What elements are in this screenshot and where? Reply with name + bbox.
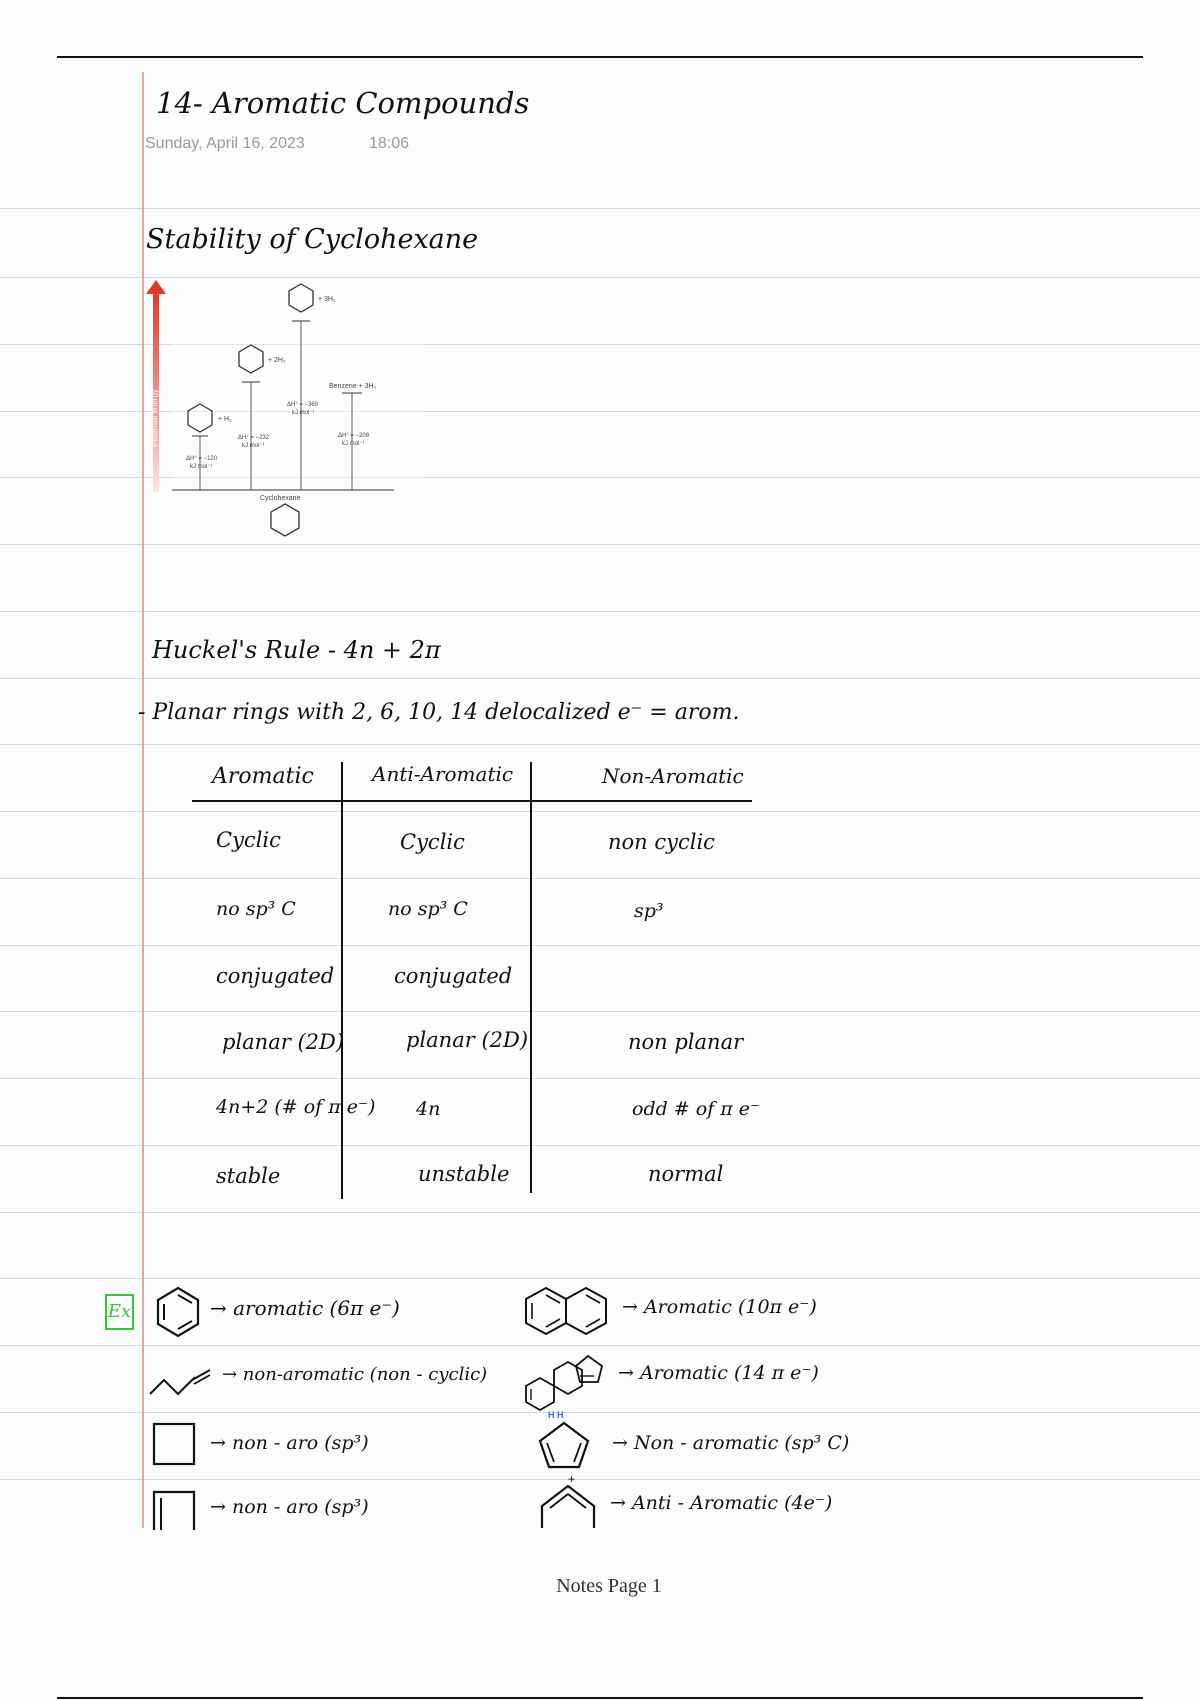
level-1-unit: kJ mol⁻¹ bbox=[190, 464, 213, 470]
ruled-line bbox=[0, 1212, 1200, 1213]
table-cell: sp³ bbox=[634, 900, 664, 922]
ruled-line bbox=[0, 945, 1200, 946]
cyclopentadiene-h-mark: H H bbox=[548, 1410, 564, 1420]
note-time: 18:06 bbox=[369, 135, 410, 152]
naphthalene-structure bbox=[524, 1284, 610, 1340]
page-footer: Notes Page 1 bbox=[556, 1575, 662, 1597]
table-header-aromatic: Aromatic bbox=[212, 764, 314, 789]
ruled-line bbox=[0, 1145, 1200, 1146]
stability-heading: Stability of Cyclohexane bbox=[146, 224, 479, 255]
ruled-line bbox=[0, 878, 1200, 879]
ruled-line bbox=[0, 744, 1200, 745]
ruled-line bbox=[0, 1278, 1200, 1279]
table-cell: unstable bbox=[418, 1162, 510, 1186]
huckel-heading: Huckel's Rule - 4n + 2π bbox=[152, 636, 441, 664]
table-cell: stable bbox=[216, 1164, 281, 1188]
ruled-line bbox=[0, 1345, 1200, 1346]
product-label: Cyclohexane bbox=[260, 495, 301, 502]
table-cell: Cyclic bbox=[400, 830, 465, 854]
bottom-rule bbox=[57, 1697, 1143, 1699]
table-divider-2 bbox=[530, 762, 532, 1193]
cyclopentadiene-structure bbox=[536, 1420, 592, 1470]
level-1-dh: ΔH° = −120 bbox=[186, 456, 218, 462]
ruled-line bbox=[0, 208, 1200, 209]
level-1-reactant: + H₂ bbox=[218, 416, 232, 423]
table-header-rule bbox=[192, 800, 752, 802]
ruled-line bbox=[0, 1479, 1200, 1480]
table-cell: no sp³ C bbox=[388, 898, 468, 920]
page-title: 14- Aromatic Compounds bbox=[156, 86, 530, 120]
huckel-note: - Planar rings with 2, 6, 10, 14 delocalized e⁻ = arom. bbox=[138, 700, 740, 725]
ruled-line bbox=[0, 1011, 1200, 1012]
ruled-line bbox=[0, 678, 1200, 679]
example-cation-text: → Anti - Aromatic (4e⁻) bbox=[610, 1492, 833, 1514]
table-cell: normal bbox=[648, 1162, 724, 1186]
example-polycyclic-text: → Aromatic (14 π e⁻) bbox=[618, 1362, 819, 1384]
level-4-dh: ΔH° = −208 bbox=[338, 433, 370, 439]
ruled-line bbox=[0, 544, 1200, 545]
ruled-line bbox=[0, 811, 1200, 812]
hexatriene-structure bbox=[148, 1368, 214, 1398]
table-cell: non planar bbox=[628, 1030, 744, 1054]
cyclopentadienyl-cation-structure bbox=[538, 1484, 598, 1528]
benzene-structure bbox=[154, 1286, 202, 1338]
table-header-non-aromatic: Non-Aromatic bbox=[602, 764, 744, 788]
table-cell: no sp³ C bbox=[216, 898, 296, 920]
energy-arrow-head bbox=[146, 280, 166, 294]
table-cell: odd # of π e⁻ bbox=[632, 1098, 761, 1120]
level-3-dh: ΔH° = −360 bbox=[287, 402, 319, 408]
example-badge: Ex bbox=[105, 1294, 134, 1330]
level-3-reactant: + 3H₂ bbox=[318, 296, 336, 303]
level-3-unit: kJ mol⁻¹ bbox=[292, 410, 315, 416]
example-benzene-text: → aromatic (6π e⁻) bbox=[210, 1296, 400, 1320]
example-cyclobutene-text: → non - aro (sp³) bbox=[210, 1496, 369, 1518]
table-cell: planar (2D) bbox=[406, 1028, 529, 1052]
example-hexatriene-text: → non-aromatic (non - cyclic) bbox=[222, 1364, 488, 1385]
polycyclic-structure bbox=[522, 1354, 606, 1414]
top-rule bbox=[57, 56, 1143, 58]
table-cell: 4n bbox=[416, 1098, 441, 1120]
level-2-dh: ΔH° = −232 bbox=[238, 435, 270, 441]
table-header-anti-aromatic: Anti-Aromatic bbox=[372, 762, 514, 786]
table-cell: 4n+2 (# of π e⁻) bbox=[216, 1096, 376, 1118]
table-cell: planar (2D) bbox=[222, 1030, 345, 1054]
energy-diagram bbox=[146, 278, 396, 540]
table-divider-1 bbox=[341, 762, 343, 1199]
table-cell: Cyclic bbox=[216, 828, 281, 852]
cyclobutene-structure bbox=[152, 1490, 196, 1530]
table-cell: conjugated bbox=[216, 964, 335, 988]
cyclobutane-structure bbox=[152, 1422, 196, 1466]
example-naphthalene-text: → Aromatic (10π e⁻) bbox=[622, 1296, 817, 1318]
energy-axis-label: Potential energy bbox=[150, 389, 159, 447]
ruled-line bbox=[0, 611, 1200, 612]
example-cyclobutane-text: → non - aro (sp³) bbox=[210, 1432, 369, 1454]
level-4-reactant: Benzene + 3H₂ bbox=[329, 383, 377, 390]
level-2-reactant: + 2H₂ bbox=[268, 357, 286, 364]
note-date: Sunday, April 16, 2023 bbox=[145, 135, 305, 152]
table-cell: non cyclic bbox=[608, 830, 715, 854]
level-4-unit: kJ mol⁻¹ bbox=[342, 441, 365, 447]
table-cell: conjugated bbox=[394, 964, 513, 988]
margin-line bbox=[142, 72, 144, 1528]
ruled-line bbox=[0, 1078, 1200, 1079]
example-cyclopentadiene-text: → Non - aromatic (sp³ C) bbox=[612, 1432, 850, 1454]
cation-charge-mark: + bbox=[568, 1472, 576, 1486]
level-2-unit: kJ mol⁻¹ bbox=[242, 443, 265, 449]
